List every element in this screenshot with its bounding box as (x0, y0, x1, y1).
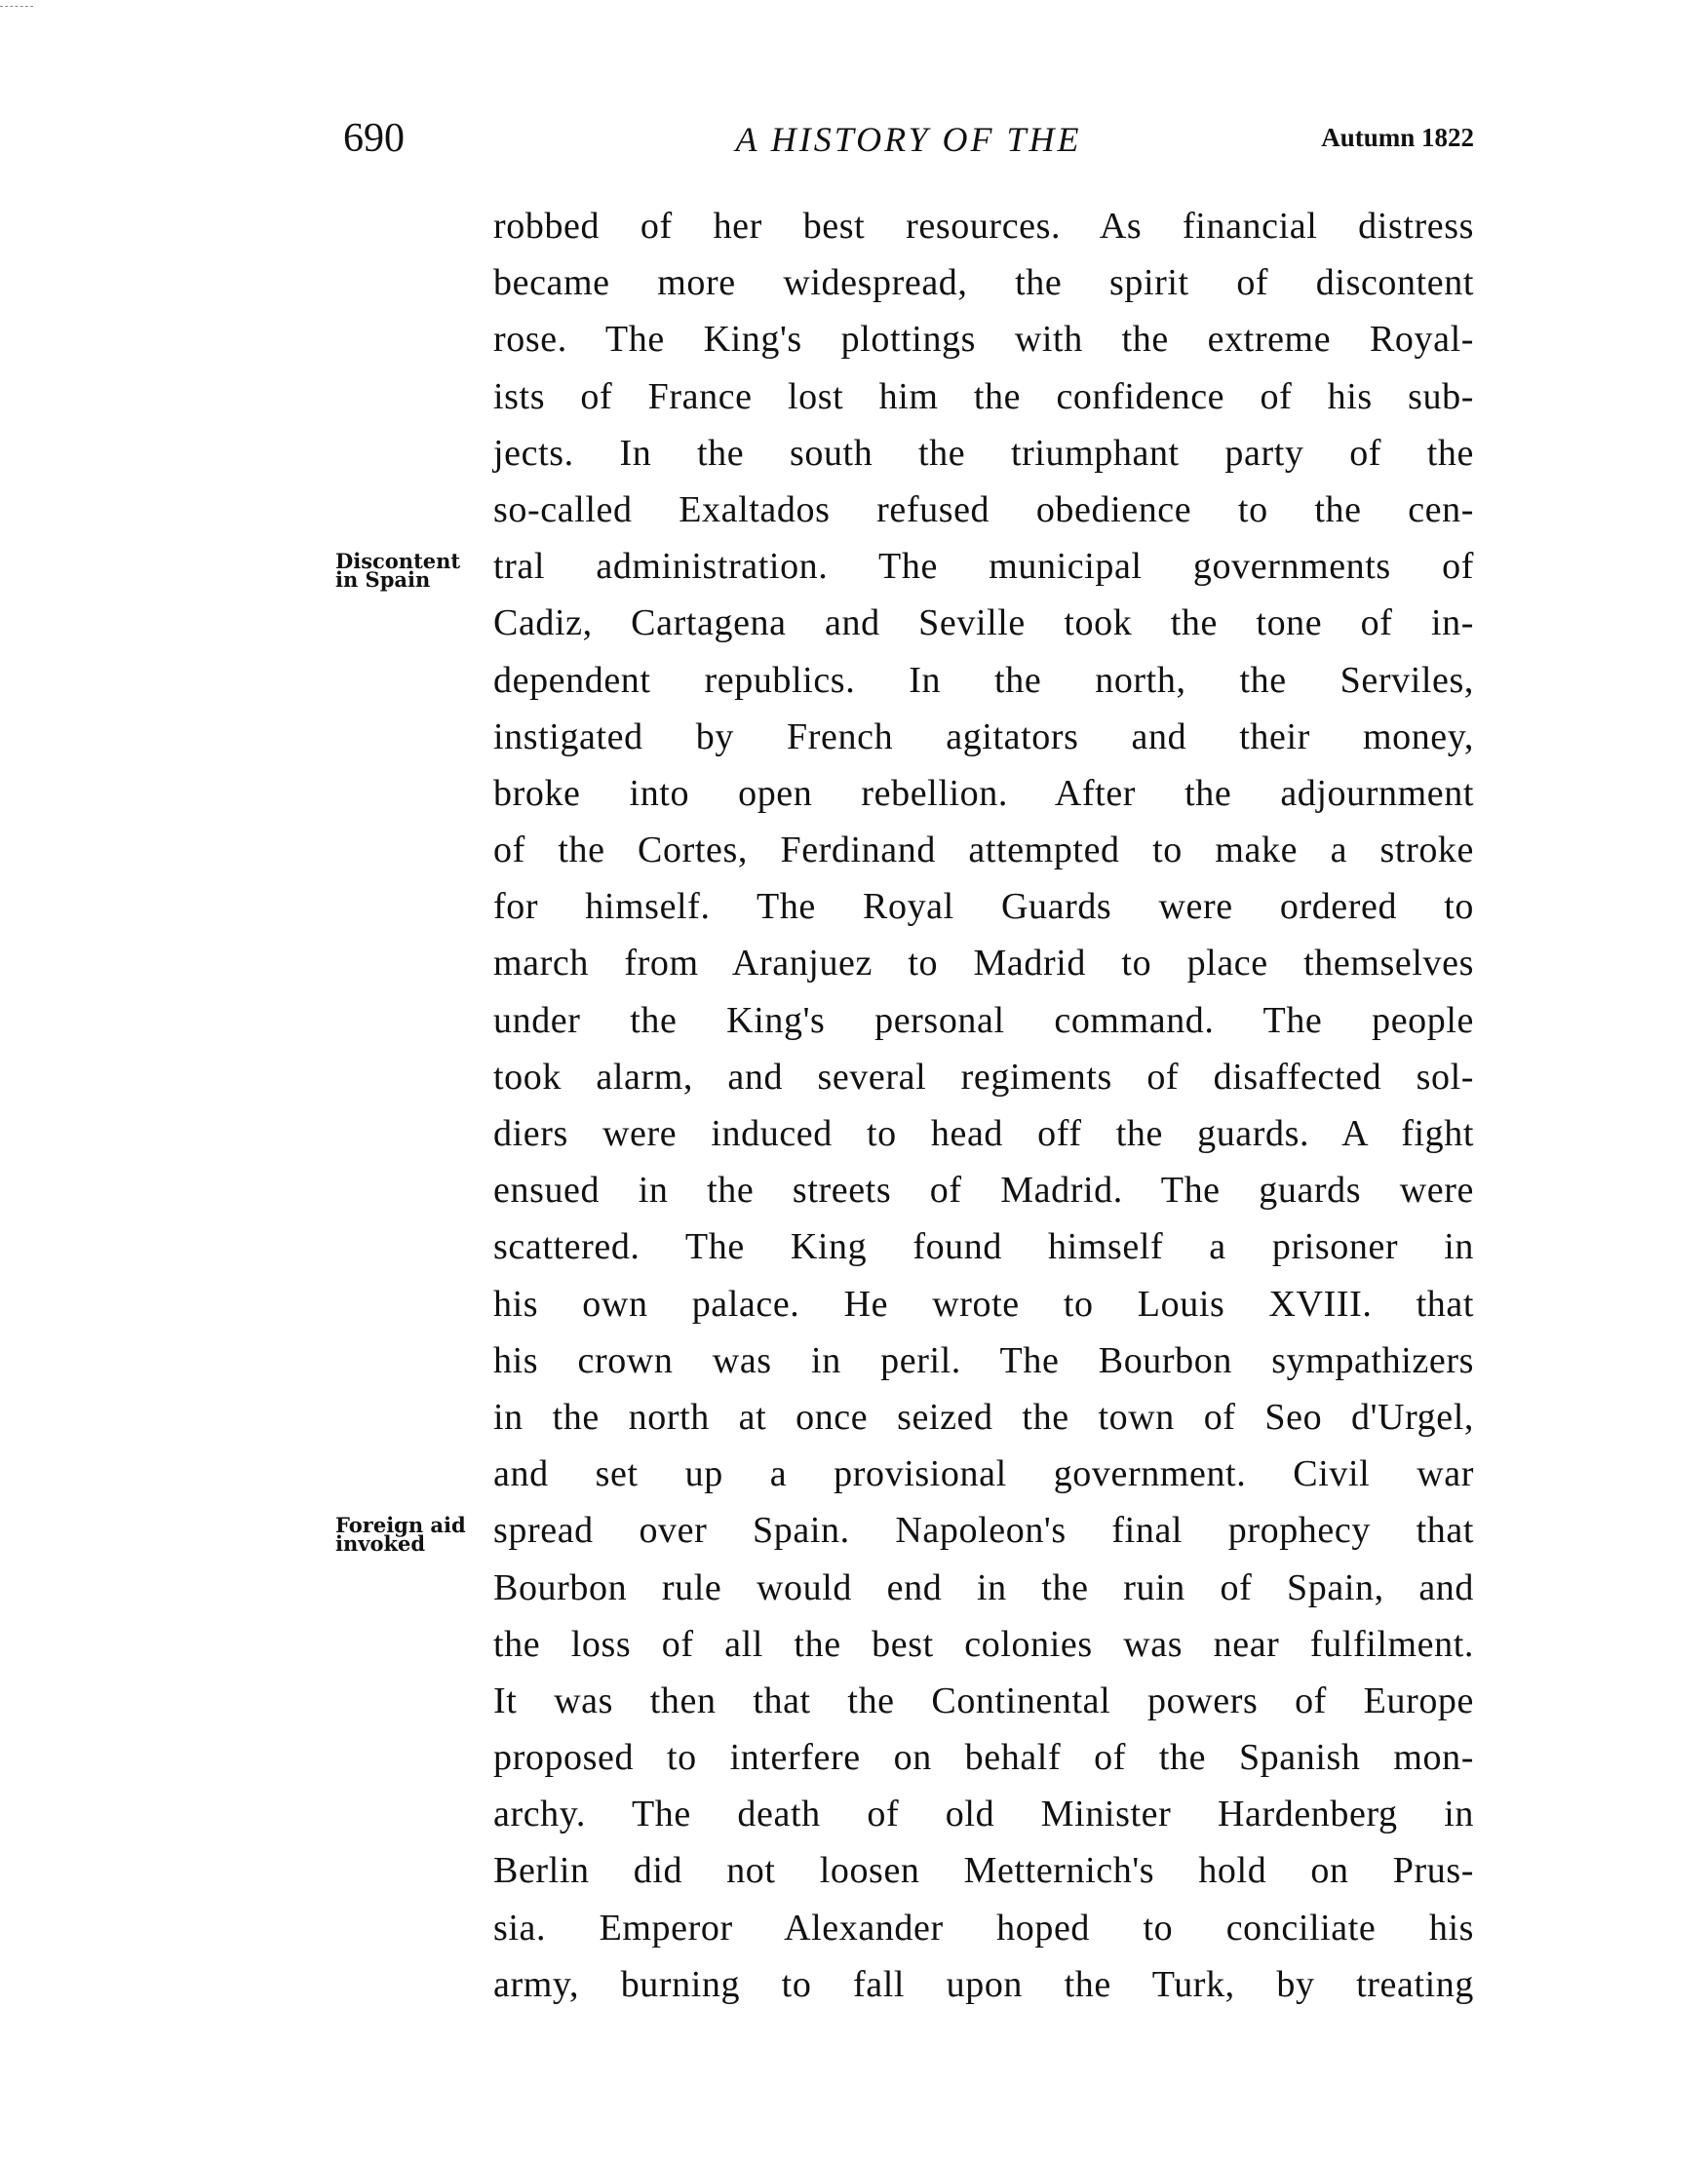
margin-note-line: Discontent (335, 549, 461, 573)
text-line (493, 1616, 1474, 1673)
text-line (493, 1900, 1474, 1956)
text-line (493, 1786, 1474, 1842)
text-line-content: broke into open rebellion. After the adjournment (493, 772, 1474, 814)
text-line (493, 822, 1474, 878)
text-line-content: the loss of all the best colonies was near fulfilment. (493, 1623, 1474, 1665)
text-line (493, 652, 1474, 709)
scan-artifact (0, 6, 33, 7)
text-line-content: rose. The King's plottings with the extreme Royal- (493, 319, 1474, 361)
margin-note-line: in Spain (335, 567, 431, 592)
text-line (493, 538, 1474, 595)
running-title: A HISTORY OF THE (735, 120, 1082, 159)
text-line-content: in the north at once seized the town of Seo d'Urgel, (493, 1396, 1474, 1438)
text-line-content: dependent republics. In the north, the Serviles, (493, 659, 1474, 701)
text-line (493, 198, 1474, 254)
text-line (493, 992, 1474, 1049)
text-line (493, 1218, 1474, 1275)
text-line-content: scattered. The King found himself a prisoner in (493, 1226, 1474, 1268)
text-line-content: proposed to interfere on behalf of the Spanish mon- (493, 1737, 1474, 1779)
text-line-content: took alarm, and several regiments of disaffected sol- (493, 1056, 1474, 1098)
text-line (493, 1673, 1474, 1729)
text-line (493, 709, 1474, 765)
text-line-content: ists of France lost him the confidence of his sub- (493, 375, 1474, 417)
margin-note-line: Foreign aid (335, 1513, 466, 1537)
text-line-content: jects. In the south the triumphant party of the (493, 432, 1474, 474)
running-header (343, 115, 1474, 164)
running-date: Autumn 1822 (1321, 123, 1474, 152)
text-line (493, 1842, 1474, 1899)
text-line-content: archy. The death of old Minister Hardenberg in (493, 1794, 1474, 1835)
text-line-content: his own palace. He wrote to Louis XVIII. that (493, 1283, 1474, 1325)
text-line (493, 878, 1474, 935)
text-line (493, 254, 1474, 311)
text-line-content: sia. Emperor Alexander hoped to conciliate his (493, 1907, 1474, 1949)
text-line-content: tral administration. The municipal governments of (493, 546, 1474, 588)
text-line-content: so-called Exaltados refused obedience to the cen- (493, 488, 1474, 530)
text-line (493, 311, 1474, 367)
text-line (493, 482, 1474, 538)
text-line-content: spread over Spain. Napoleon's final prophecy that (493, 1510, 1474, 1552)
text-line (493, 1049, 1474, 1105)
text-line-content: Berlin did not loosen Metternich's hold on Prus- (493, 1850, 1474, 1892)
text-line (493, 368, 1474, 425)
text-line-content: under the King's personal command. The people (493, 999, 1474, 1041)
text-line-content: It was then that the Continental powers of Europe (493, 1679, 1474, 1721)
text-line-content: army, burning to fall upon the Turk, by treating (493, 1963, 1474, 2005)
text-line (493, 1162, 1474, 1218)
margin-note (335, 1513, 466, 1556)
page-number: 690 (343, 116, 405, 161)
text-line (493, 425, 1474, 482)
text-line (493, 1560, 1474, 1616)
text-line-content: diers were induced to head off the guards. A fight (493, 1113, 1474, 1154)
text-line (493, 1446, 1474, 1502)
text-line-content: and set up a provisional government. Civil war (493, 1453, 1474, 1495)
text-line (493, 1389, 1474, 1446)
text-line-content: Bourbon rule would end in the ruin of Spain, and (493, 1566, 1474, 1608)
text-line-content: of the Cortes, Ferdinand attempted to make a stroke (493, 830, 1474, 871)
text-line (493, 1105, 1474, 1162)
text-line (493, 1276, 1474, 1332)
text-line (493, 1956, 1474, 2013)
text-line-content: instigated by French agitators and their money, (493, 715, 1474, 757)
margin-note-line: invoked (335, 1531, 426, 1556)
text-line-content: ensued in the streets of Madrid. The guards were (493, 1170, 1474, 1212)
text-line (493, 1332, 1474, 1389)
text-line-content: Cadiz, Cartagena and Seville took the tone of in- (493, 602, 1474, 644)
text-line-content: for himself. The Royal Guards were ordered to (493, 886, 1474, 928)
text-line (493, 765, 1474, 822)
text-line-content: robbed of her best resources. As financial distress (493, 206, 1474, 247)
text-line (493, 595, 1474, 651)
body-text (493, 198, 1474, 2013)
margin-note (335, 549, 461, 592)
text-line (493, 1502, 1474, 1559)
text-line (493, 1729, 1474, 1786)
text-line-content: march from Aranjuez to Madrid to place themselves (493, 943, 1474, 984)
text-line-content: his crown was in peril. The Bourbon sympathizers (493, 1339, 1474, 1381)
text-line-content: became more widespread, the spirit of discontent (493, 262, 1474, 304)
text-line (493, 935, 1474, 991)
